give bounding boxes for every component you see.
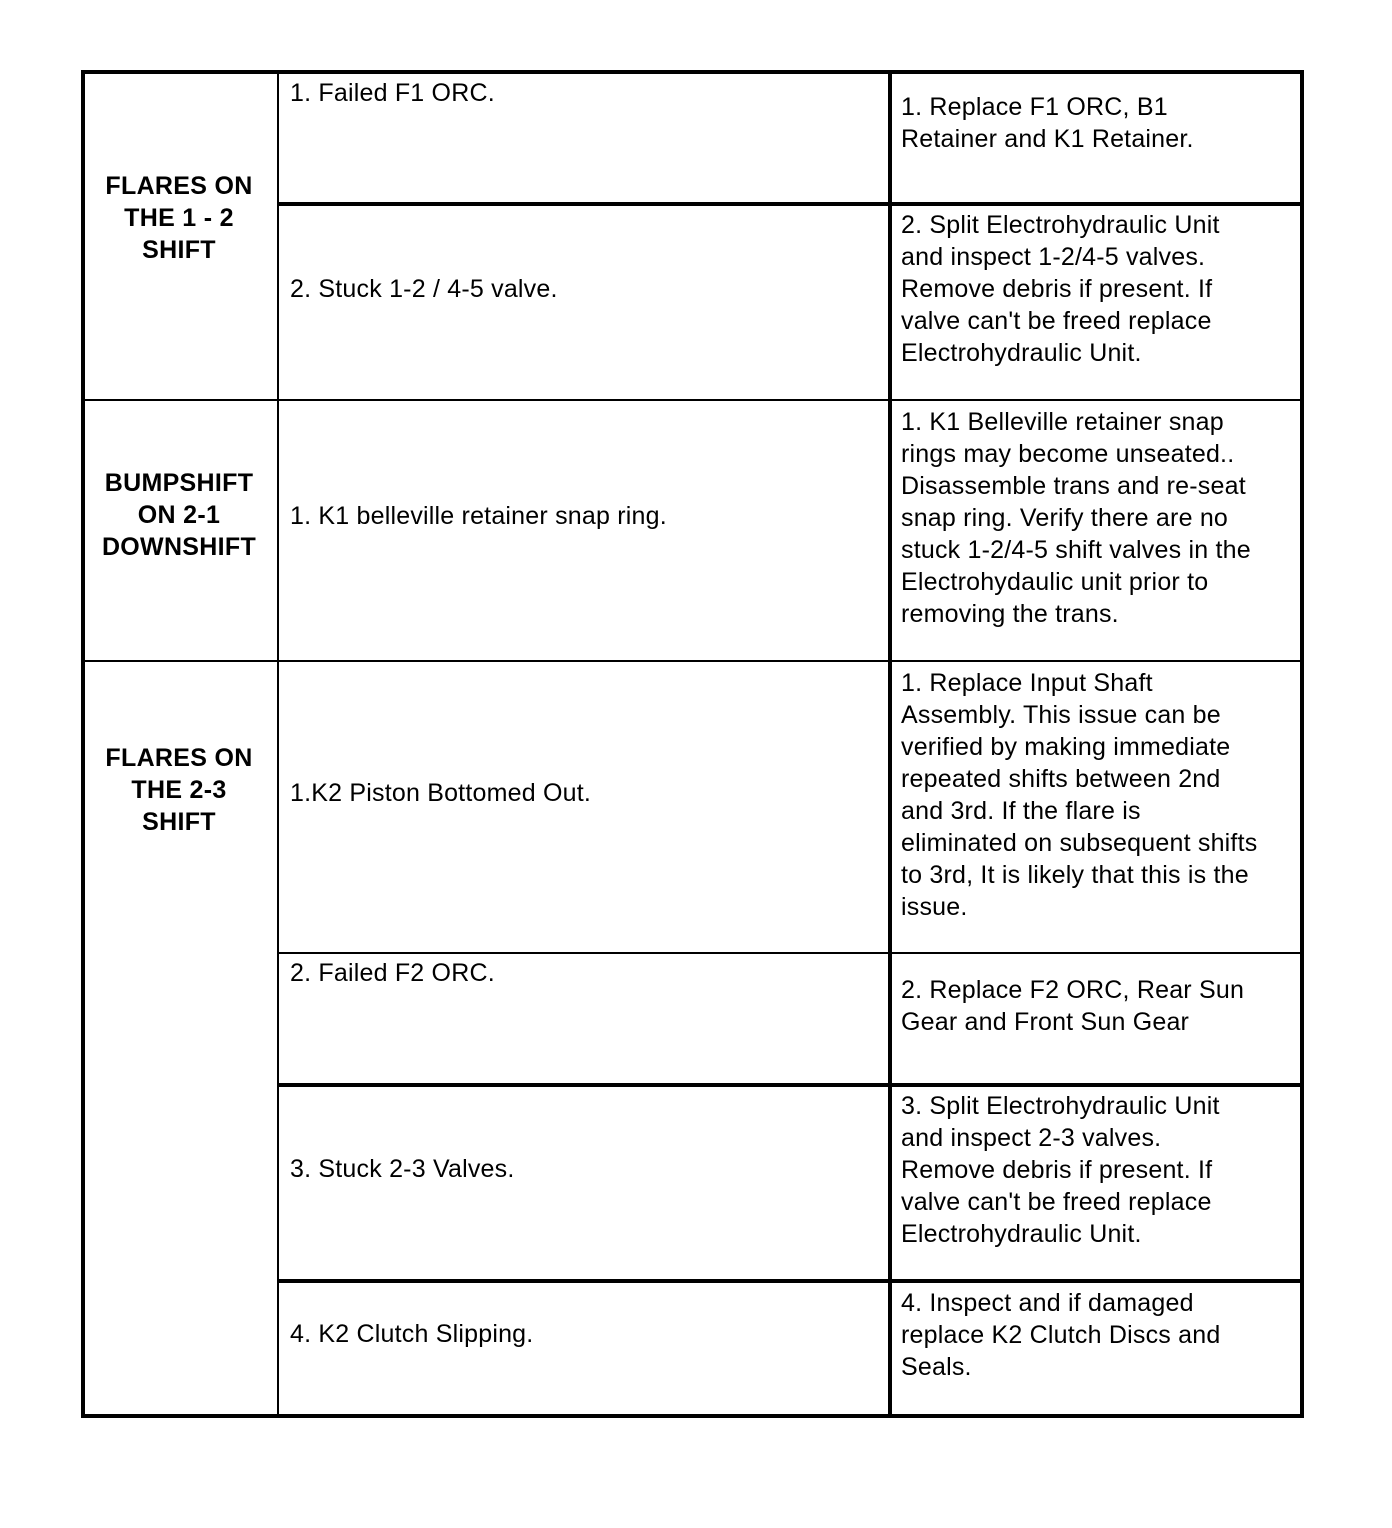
cause-cell: 1. Failed F1 ORC. bbox=[290, 79, 495, 107]
fix-cell: 1. Replace F1 ORC, B1 Retainer and K1 Retainer. bbox=[901, 93, 1194, 153]
symptom-cell: FLARES ON THE 1 - 2 SHIFT bbox=[105, 172, 253, 264]
row-divider bbox=[277, 1083, 1302, 1087]
cause-cell: 4. K2 Clutch Slipping. bbox=[290, 1320, 534, 1348]
row-divider bbox=[83, 399, 1302, 401]
column-divider-cause bbox=[888, 72, 892, 1416]
fix-cell: 1. Replace Input Shaft Assembly. This issue can be verified by making immediate repeated shifts between 2nd and 3rd. If the flare is eliminated on subsequent shifts to 3rd, It is likely that this is the issue. bbox=[901, 669, 1258, 921]
symptom-cell: BUMPSHIFT ON 2-1 DOWNSHIFT bbox=[101, 469, 257, 561]
fix-cell: 2. Split Electrohydraulic Unit and inspect 1-2/4-5 valves. Remove debris if present. If valve can't be freed replace Electrohydraulic Unit. bbox=[901, 211, 1220, 367]
row-divider bbox=[277, 1279, 1302, 1283]
symptom-cell: FLARES ON THE 2-3 SHIFT bbox=[105, 744, 253, 836]
fix-cell: 1. K1 Belleville retainer snap rings may become unseated.. Disassemble trans and re-seat snap ring. Verify there are no stuck 1-2/4-5 shift valves in the Electrohydaulic unit prior to removing the trans. bbox=[901, 408, 1251, 628]
cause-cell: 2. Stuck 1-2 / 4-5 valve. bbox=[290, 275, 558, 303]
row-divider bbox=[83, 660, 1302, 662]
cause-cell: 1.K2 Piston Bottomed Out. bbox=[290, 779, 591, 807]
cause-cell: 3. Stuck 2-3 Valves. bbox=[290, 1155, 515, 1183]
cause-cell: 2. Failed F2 ORC. bbox=[290, 959, 495, 987]
row-divider bbox=[277, 202, 1302, 206]
fix-cell: 3. Split Electrohydraulic Unit and inspect 2-3 valves. Remove debris if present. If valve can't be freed replace Electrohydraulic Unit. bbox=[901, 1092, 1220, 1248]
fix-cell: 4. Inspect and if damaged replace K2 Clutch Discs and Seals. bbox=[901, 1289, 1221, 1381]
fix-cell: 2. Replace F2 ORC, Rear Sun Gear and Front Sun Gear bbox=[901, 976, 1245, 1036]
cause-cell: 1. K1 belleville retainer snap ring. bbox=[290, 502, 667, 530]
column-divider-symptom bbox=[277, 72, 279, 1416]
row-divider bbox=[277, 952, 1302, 954]
